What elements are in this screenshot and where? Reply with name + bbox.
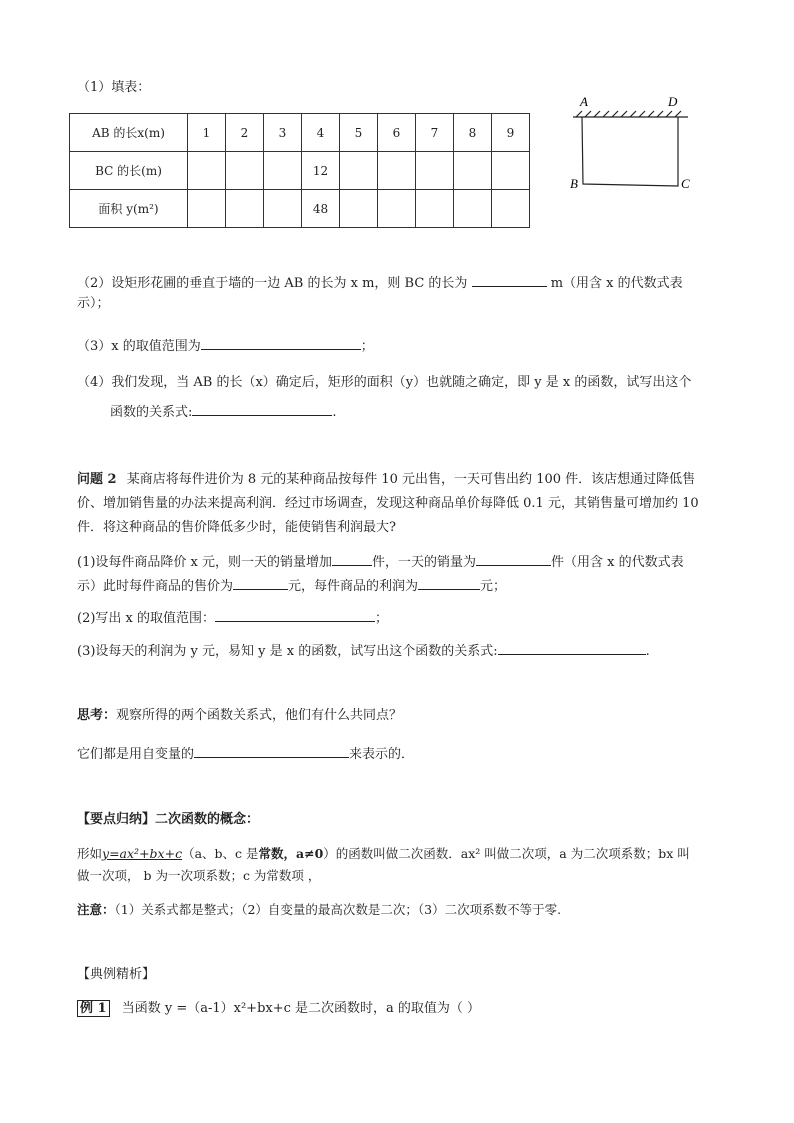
think-line2 <box>77 744 414 763</box>
think-text-b: 来表示的． <box>349 747 415 762</box>
q3-line <box>77 336 374 355</box>
q2-answer-blank[interactable] <box>472 273 547 287</box>
note-label: 注意： <box>77 902 115 917</box>
think-text-a: 它们都是用自变量的 <box>77 747 195 762</box>
def-const: 常数，a≠0 <box>258 846 324 861</box>
table-cell[interactable] <box>340 152 378 190</box>
step2-end: ； <box>375 611 389 626</box>
table-cell[interactable] <box>188 152 226 190</box>
table-cell[interactable] <box>454 190 492 228</box>
problem2-title: 问题 2 <box>77 472 117 487</box>
row-label-ab: AB 的长x(m) <box>70 114 188 152</box>
problem2-step1-line1 <box>77 552 684 571</box>
relation-blank[interactable] <box>498 641 646 655</box>
summary-title: 【要点归纳】二次函数的概念： <box>77 812 260 827</box>
table-cell: 3 <box>264 114 302 152</box>
think-label: 思考： <box>77 708 117 723</box>
range-blank[interactable] <box>215 608 375 622</box>
step1-text-e: 元，每件商品的利润为 <box>288 579 419 594</box>
q4-text: 函数的关系式: <box>110 405 193 420</box>
problem2-text: 某商店将每件进价为 8 元的某种商品按每件 10 元出售，一天可售出约 100 件．该店想通过降低售 <box>126 472 696 487</box>
table-cell[interactable] <box>416 152 454 190</box>
fill-in-table <box>69 113 530 228</box>
def-text-b: （a、b、c 是 <box>182 846 259 861</box>
example1-text: 当函数 y =（a-1）x²+bx+c 是二次函数时，a 的取值为（ ） <box>121 1001 481 1016</box>
label-c: C <box>681 176 690 191</box>
q2-text-a: （2）设矩形花圃的垂直于墙的一边 AB 的长为 x m，则 BC 的长为 <box>77 276 468 291</box>
label-d: D <box>668 94 678 109</box>
q3-end: ； <box>360 339 374 354</box>
example-section-title: 【典例精析】 <box>77 967 156 982</box>
problem2-line2: 价、增加销售量的办法来提高利润．经过市场调查，发现这种商品单价每降低 0.1 元，其销售量可增加约 10 <box>77 496 699 511</box>
table-cell: 48 <box>302 190 340 228</box>
table-cell[interactable] <box>264 152 302 190</box>
think-line1 <box>77 708 402 724</box>
table-cell[interactable] <box>264 190 302 228</box>
profit-per-item-blank[interactable] <box>418 576 480 590</box>
sales-volume-blank[interactable] <box>476 552 551 566</box>
q4-end: . <box>332 405 337 420</box>
definition-line2: 做一次项， b 为一次项系数；c 为常数项 ， <box>77 868 321 883</box>
problem2-step3 <box>77 641 650 660</box>
q2-line1 <box>77 273 683 292</box>
q4-line1: （4）我们发现，当 AB 的长（x）确定后，矩形的面积（y）也就随之确定，即 y 是 x 的函数，试写出这个 <box>77 375 692 390</box>
step1-text-d: 示）此时每件商品的售价为 <box>77 579 234 594</box>
step3-end: . <box>645 644 650 659</box>
q2-line2: 示）； <box>77 296 110 311</box>
step1-text-f: 元； <box>480 579 507 594</box>
note-line <box>77 902 561 918</box>
table-cell: 5 <box>340 114 378 152</box>
problem2-step2 <box>77 608 388 627</box>
table-cell[interactable] <box>340 190 378 228</box>
selling-price-blank[interactable] <box>233 576 288 590</box>
table-cell: 1 <box>188 114 226 152</box>
q4-answer-blank[interactable] <box>192 402 332 416</box>
table-cell[interactable] <box>188 190 226 228</box>
table-cell: 2 <box>226 114 264 152</box>
table-cell[interactable] <box>226 152 264 190</box>
table-cell[interactable] <box>378 152 416 190</box>
step1-text-a: (1)设每件商品降价 x 元，则一天的销量增加 <box>77 555 333 570</box>
table-cell[interactable] <box>378 190 416 228</box>
q3-answer-blank[interactable] <box>201 336 361 350</box>
table-cell[interactable] <box>454 152 492 190</box>
think-answer-blank[interactable] <box>194 744 349 758</box>
example1-line <box>77 1001 480 1017</box>
def-text-c: ）的函数叫做二次函数．ax² 叫做二次项，a 为二次项系数；bx 叫 <box>323 846 690 861</box>
q1-heading: （1）填表： <box>77 80 151 95</box>
think-text: 观察所得的两个函数关系式，他们有什么共同点？ <box>116 708 403 723</box>
table-row <box>70 190 530 228</box>
table-row <box>70 114 530 152</box>
table-cell: 9 <box>492 114 530 152</box>
row-label-area: 面积 y(m²) <box>70 190 188 228</box>
label-b: B <box>570 176 578 191</box>
table-cell[interactable] <box>492 152 530 190</box>
q3-text: （3）x 的取值范围为 <box>77 339 201 354</box>
problem2-line3: 件．将这种商品的售价降低多少时，能使销售利润最大? <box>77 520 396 535</box>
definition-line1 <box>77 846 690 862</box>
rectangle-outline <box>582 117 678 186</box>
label-a: A <box>580 94 588 109</box>
problem2-step1-line2 <box>77 576 506 595</box>
table-row <box>70 152 530 190</box>
problem2-line1 <box>77 472 695 488</box>
table-cell[interactable] <box>416 190 454 228</box>
note-text: （1）关系式都是整式；（2）自变量的最高次数是二次；（3）二次项系数不等于零. <box>114 902 562 917</box>
table-cell[interactable] <box>226 190 264 228</box>
step1-text-c: 件（用含 x 的代数式表 <box>551 555 684 570</box>
table-cell: 4 <box>302 114 340 152</box>
table-cell: 6 <box>378 114 416 152</box>
table-cell: 12 <box>302 152 340 190</box>
step2-text: (2)写出 x 的取值范围： <box>77 611 216 626</box>
row-label-bc: BC 的长(m) <box>70 152 188 190</box>
table-cell: 8 <box>454 114 492 152</box>
garden-rectangle-diagram <box>560 90 710 200</box>
def-text-a: 形如 <box>77 846 103 861</box>
q4-line2 <box>110 402 337 421</box>
example1-label: 例 1 <box>77 1000 110 1017</box>
table-cell[interactable] <box>492 190 530 228</box>
table-cell: 7 <box>416 114 454 152</box>
def-formula: y=ax²+bx+c <box>102 846 183 861</box>
step3-text: (3)设每天的利润为 y 元，易知 y 是 x 的函数，试写出这个函数的关系式: <box>77 644 498 659</box>
sales-increase-blank[interactable] <box>332 552 372 566</box>
step1-text-b: 件，一天的销量为 <box>372 555 477 570</box>
q2-text-b: m（用含 x 的代数式表 <box>550 276 683 291</box>
